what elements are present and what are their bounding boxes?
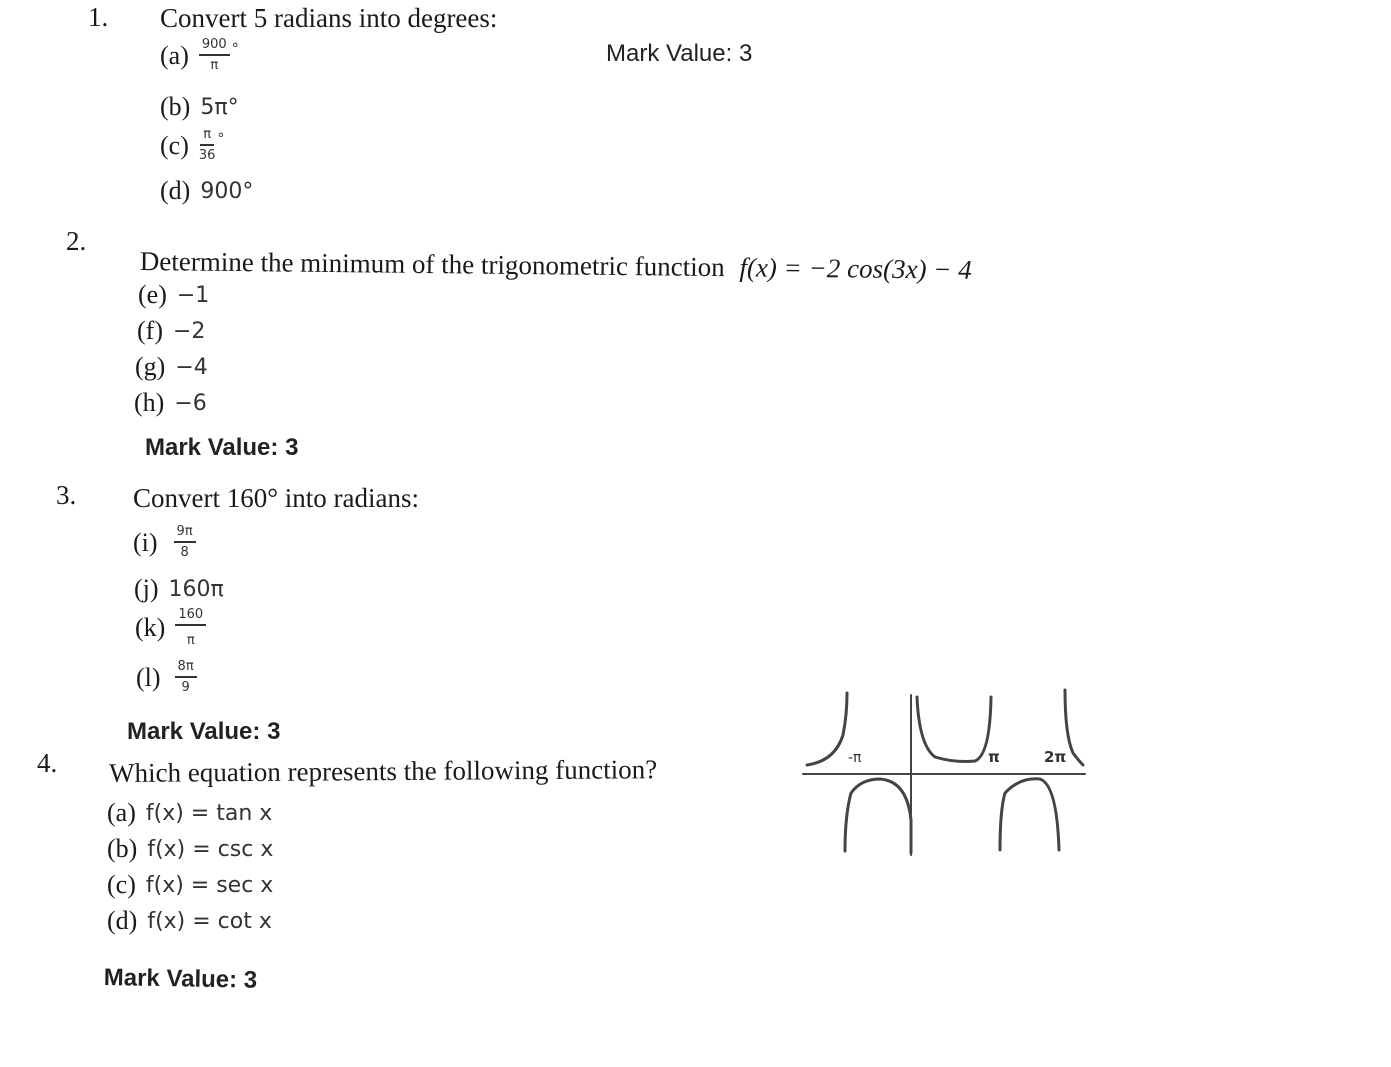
question-4-option-b[interactable]: (b) f(x) = csc x: [107, 834, 274, 863]
question-2-option-g[interactable]: (g) −4: [135, 352, 208, 381]
question-2-text: Determine the minimum of the trigonometric function f(x) = −2 cos(3x) − 4: [139, 246, 972, 285]
question-4-text: Which equation represents the following function?: [109, 754, 658, 788]
question-1-option-a[interactable]: (a) $\frac{900}{\pi}$ °: [160, 37, 239, 74]
question-3-text: Convert 160° into radians:: [133, 483, 420, 513]
question-1-number: 1.: [88, 2, 109, 32]
question-2-option-h[interactable]: (h) −6: [134, 388, 207, 417]
question-4-option-d[interactable]: (d) f(x) = cot x: [107, 906, 272, 935]
graph-label-neg-pi: -π: [848, 750, 862, 766]
question-1-option-b[interactable]: (b) 5π°: [160, 92, 239, 121]
question-3-mark-value: Mark Value: 3: [127, 718, 281, 745]
question-3-number: 3.: [56, 480, 77, 510]
question-1-mark-value: Mark Value: 3: [606, 40, 753, 67]
question-2-option-f[interactable]: (f) −2: [137, 316, 206, 345]
question-4-number: 4.: [37, 748, 58, 778]
question-1-option-c[interactable]: (c) $\frac{\pi}{36}$ °: [160, 127, 225, 164]
option-label: (a): [160, 40, 189, 70]
question-4-mark-value: Mark Value: 3: [103, 964, 258, 994]
question-1-option-d[interactable]: (d) 900°: [160, 176, 254, 205]
question-3-option-k[interactable]: (k) $\frac{160}{\pi}$: [135, 608, 206, 649]
question-4-option-a[interactable]: (a) f(x) = tan x: [107, 798, 273, 827]
option-fraction: $\frac{900}{\pi}$: [199, 38, 230, 74]
question-3-option-i[interactable]: (i) $\frac{9\pi}{8}$: [133, 525, 196, 561]
question-1-text: Convert 5 radians into degrees:: [160, 3, 498, 33]
question-2-number: 2.: [66, 226, 87, 256]
graph-label-pi: π: [988, 748, 1000, 766]
question-3-option-j[interactable]: (j) 160π: [134, 574, 224, 603]
question-2-function: f(x) = −2 cos(3x) − 4: [739, 252, 972, 285]
function-graph: [795, 675, 1095, 870]
question-2-mark-value: Mark Value: 3: [145, 434, 299, 461]
graph-label-2pi: 2π: [1044, 748, 1067, 766]
question-4-option-c[interactable]: (c) f(x) = sec x: [107, 870, 274, 899]
question-3-option-l[interactable]: (l) $\frac{8\pi}{9}$: [136, 660, 197, 696]
question-2-option-e[interactable]: (e) −1: [138, 280, 210, 309]
